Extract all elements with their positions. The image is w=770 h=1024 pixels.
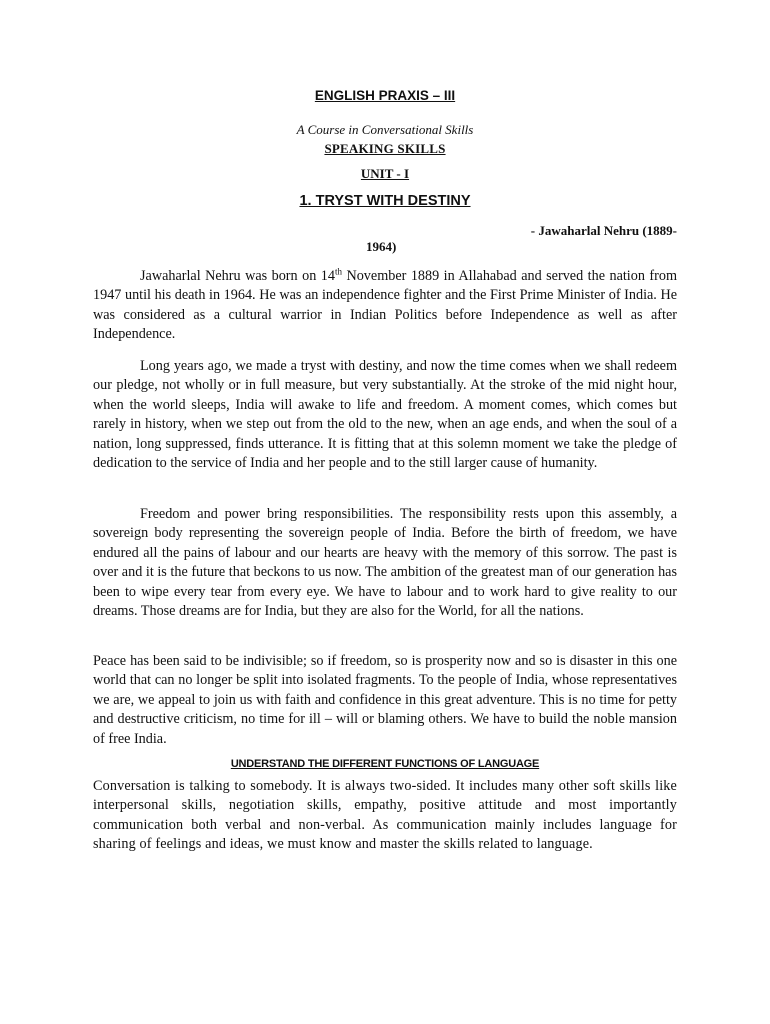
speech-2-text: Freedom and power bring responsibilities. The responsibility rests upon this assembly, a sovereign body representing the sovereign people of India. Before the birth of freedom, we have endured all the pains of labour and our hearts are heavy with the memory of this sorrow. The past is over and it is the future that beckons to us now. The ambition of the greatest man of our generation has been to wipe every tear from every eye. We have to labour and to work hard to give reality to our dreams. Those dreams are for India, but they are also for the World, for all the nations. bbox=[93, 506, 677, 620]
speech-1-text: Long years ago, we made a tryst with destiny, and now the time comes when we shall redeem our pledge, not wholly or in full measure, but very substantially. At the stroke of the mid night hour, when the world sleeps, India will awake to life and freedom. A moment comes, which comes but rarely in history, when we step out from the old to the new, when an age ends, and when the soul of a nation, long suppressed, finds utterance. It is fitting that at this solemn moment we take the pledge of dedication to the service of India and her people and to the still larger cause of humanity. bbox=[93, 358, 677, 472]
paragraph-conversation bbox=[93, 777, 677, 855]
conversation-text: Conversation is talking to somebody. It is always two-sided. It includes many other soft skills like interpersonal skills, negotiation skills, empathy, positive attitude and most importantly communication both verbal and non-verbal. As communication mainly includes language for sharing of feelings and ideas, we must know and master the skills related to language. bbox=[93, 778, 677, 853]
lesson-title: 1. TRYST WITH DESTINY bbox=[299, 193, 471, 209]
biography-text-end: November 1889 in Allahabad and served the nation from 1947 until his death in 1964. He was an independence fighter and the First Prime Minister of India. He was considered as a cultural warrior in Indian Politics before Independence as well as after Independence. bbox=[93, 268, 677, 343]
ordinal-suffix: th bbox=[334, 266, 342, 277]
biography-text-start: Jawaharlal Nehru was born on 14 bbox=[140, 268, 335, 284]
section-heading: UNDERSTAND THE DIFFERENT FUNCTIONS OF LANGUAGE bbox=[230, 758, 540, 770]
author-line-1: - Jawaharlal Nehru (1889- bbox=[530, 223, 677, 238]
course-subtitle: A Course in Conversational Skills bbox=[296, 122, 474, 137]
author-line-2: 1964) bbox=[366, 239, 397, 254]
document-title: ENGLISH PRAXIS – III bbox=[314, 88, 456, 103]
paragraph-biography bbox=[93, 267, 677, 345]
paragraph-speech-1 bbox=[93, 357, 677, 473]
paragraph-speech-2 bbox=[93, 505, 677, 621]
speech-3-text: Peace has been said to be indivisible; so if freedom, so is prosperity now and so is disaster in this one world that can no longer be split into isolated fragments. To the people of India, whose representatives we are, we appeal to join us with faith and confidence in this great adventure. This is no time for petty and destructive criticism, no time for ill – will or blaming others. We have to build the noble mansion of free India. bbox=[93, 653, 677, 747]
paragraph-speech-3 bbox=[93, 652, 677, 749]
skills-heading: SPEAKING SKILLS bbox=[324, 141, 446, 156]
unit-heading: UNIT - I bbox=[360, 166, 410, 181]
